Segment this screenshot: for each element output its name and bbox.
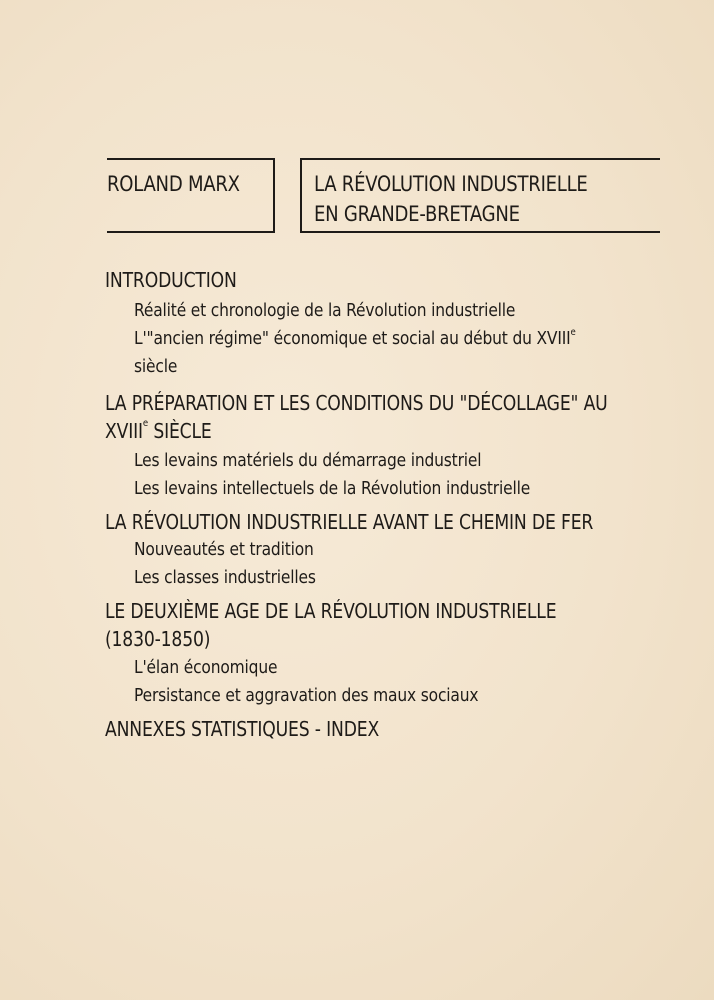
toc-intro-item-2-cont: siècle bbox=[134, 356, 178, 377]
toc-intro-item-1: Réalité et chronologie de la Révolution industrielle bbox=[134, 300, 516, 321]
toc-part-2: LA RÉVOLUTION INDUSTRIELLE AVANT LE CHEMIN DE FER bbox=[105, 510, 594, 534]
toc-part-3-line-1: LE DEUXIÈME AGE DE LA RÉVOLUTION INDUSTRIELLE bbox=[105, 599, 557, 623]
toc-intro-item-2: L'"ancien régime" économique et social au début du XVIIIe bbox=[134, 327, 576, 349]
toc-part-2-item-1: Nouveautés et tradition bbox=[134, 539, 314, 560]
toc-introduction: INTRODUCTION bbox=[105, 268, 237, 292]
book-title-line-2: EN GRANDE-BRETAGNE bbox=[314, 202, 520, 226]
author-box bbox=[107, 158, 275, 233]
toc-part-3-item-1: L'élan économique bbox=[134, 657, 278, 678]
toc-part-3-item-2: Persistance et aggravation des maux sociaux bbox=[134, 685, 479, 706]
toc-part-1-item-1: Les levains matériels du démarrage industriel bbox=[134, 450, 482, 471]
toc-part-1-line-1: LA PRÉPARATION ET LES CONDITIONS DU "DÉCOLLAGE" AU bbox=[105, 391, 608, 415]
toc-part-1-line-2: XVIIIe SIÈCLE bbox=[105, 418, 212, 443]
toc-part-3-line-2: (1830-1850) bbox=[105, 627, 211, 651]
book-header bbox=[107, 158, 660, 238]
title-box bbox=[300, 158, 660, 233]
book-title-line-1: LA RÉVOLUTION INDUSTRIELLE bbox=[314, 172, 588, 196]
author-name: ROLAND MARX bbox=[107, 172, 240, 196]
toc-annexes: ANNEXES STATISTIQUES - INDEX bbox=[105, 717, 380, 741]
toc-part-1-item-2: Les levains intellectuels de la Révolution industrielle bbox=[134, 478, 531, 499]
toc-part-2-item-2: Les classes industrielles bbox=[134, 567, 316, 588]
